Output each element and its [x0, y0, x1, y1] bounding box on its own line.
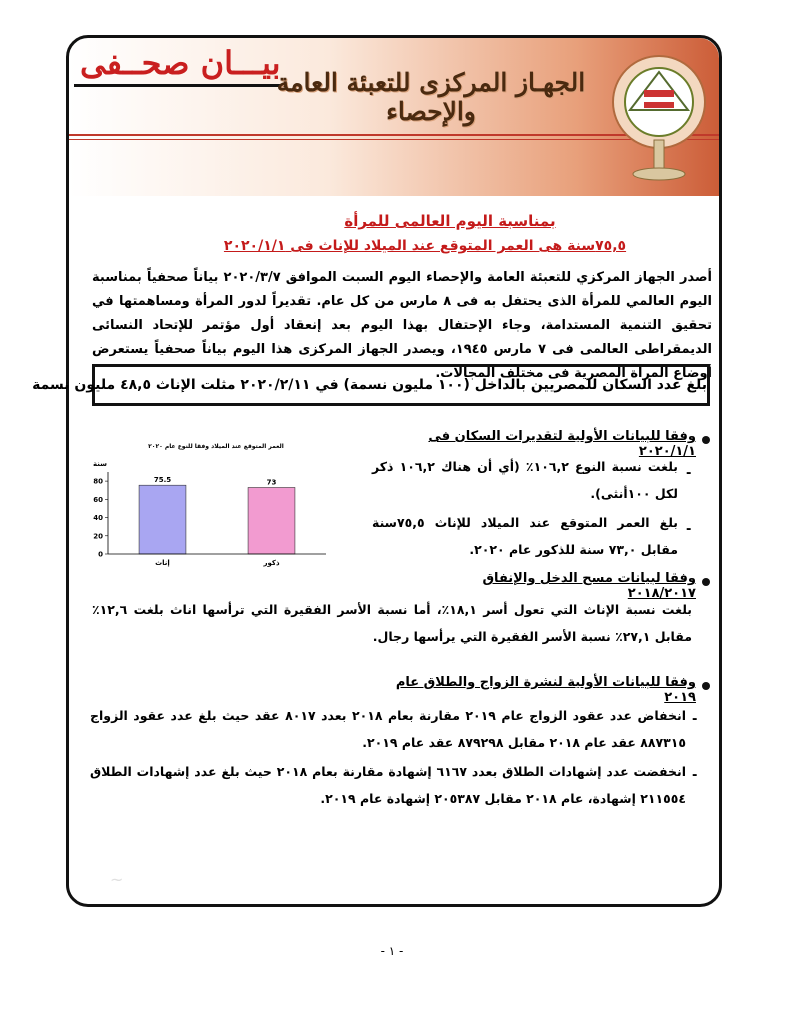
y-tick-label: 20: [93, 532, 103, 541]
dash-icon: -: [686, 522, 692, 537]
bar-value-label: 73: [266, 478, 277, 487]
section1-heading: وفقا للبيانات الأولية لتقديرات السكان فى ٢٠٢٠/١/١: [428, 429, 696, 459]
dash-icon: -: [692, 768, 698, 783]
title-headline: ٧٥,٥سنة هى العمر المتوقع عند الميلاد للإناث فى ٢٠٢٠/١/١: [223, 238, 627, 254]
intro-paragraph: أصدر الجهاز المركزي للتعبئة العامة والإحصاء اليوم السبت الموافق ٢٠٢٠/٣/٧ بياناً صحفياً بمناسبة اليوم العالمي للمرأة الذى يحتفل به فى ٨ مارس من كل عام. تقديراً لدور المرأة ومساهمتها في تحقيق التنمية المستدامة، وجاء الإحتفال بهذا اليوم بعد إنعقاد أول مؤتمر للإتحاد النسائى الديمقراطى العالمى فى ٧ مارس ١٩٤٥، ويصدر الجهاز المركزى هذا اليوم بياناً صحفياً يستعرض أوضاع المرأة المصرية فى مختلف المجالات.: [92, 270, 712, 381]
section3-heading: وفقا للبيانات الأولية لنشرة الزواج والطلاق عام ٢٠١٩: [395, 675, 696, 705]
dash-icon: -: [692, 712, 698, 727]
y-tick-label: 60: [93, 495, 103, 504]
population-highlight-box: بلغ عدد السكان للمصريين بالداخل (١٠٠ مليون نسمة) في ٢٠٢٠/٢/١١ مثلت الإناث ٤٨,٥ مليون نسمة: [92, 364, 710, 406]
section1-item1: بلغت نسبة النوع ١٠٦,٢٪ (أي أن هناك ١٠٦,٢ ذكر لكل ١٠٠أنثى).: [372, 459, 678, 501]
press-release-label: بيـــان صحــفى: [74, 44, 287, 87]
page-number: - ١ -: [380, 944, 404, 958]
life-expectancy-chart: [86, 440, 332, 580]
agency-name: الجهـاز المركزى للتعبئة العامة والإحصاء: [276, 68, 586, 126]
section3-item2: انخفضت عدد إشهادات الطلاق بعدد ٦١٦٧ إشهادة مقارنة بعام ٢٠١٨ حيث بلغ عدد إشهادات الطلاق ٢١١٥٥٤ إشهادة، عام ٢٠١٨ مقابل ٢٠٥٣٨٧ إشهادة عام ٢٠١٩.: [90, 764, 686, 806]
y-tick-label: 40: [93, 514, 103, 523]
bar-male: [248, 487, 295, 554]
x-category-label: إناث: [155, 559, 170, 567]
y-axis-label: سنة: [93, 460, 107, 468]
y-tick-label: 80: [93, 477, 103, 486]
bar-female: [139, 485, 186, 554]
y-tick-label: 0: [98, 550, 103, 559]
section3-item1: انخفاض عدد عقود الزواج عام ٢٠١٩ مقارنة بعام ٢٠١٨ بعدد ٨٠١٧ عقد حيث بلغ عدد عقود الزواج ٨٨٧٣١٥ عقد عام ٢٠١٨ مقابل ٨٧٩٢٩٨ عقد عام ٢٠١٩.: [90, 708, 686, 750]
title-occasion: بمناسبة اليوم العالمى للمرأة: [344, 212, 556, 230]
dash-icon: -: [686, 466, 692, 481]
bullet-icon: [702, 682, 710, 690]
x-category-label: ذكور: [263, 559, 280, 567]
bar-value-label: 75.5: [153, 476, 172, 485]
section2-text: بلغت نسبة الإناث التي تعول أسر ١٨,١٪، أما نسبة الأسر الفقيرة التي ترأسها اناث بلغت ١٢,٦٪ مقابل ٢٧,١٪ نسبة الأسر الفقيرة التي يرأسها رجال.: [92, 602, 692, 644]
section2-heading: وفقا لبيانات مسح الدخل والإنفاق ٢٠١٨/٢٠١٧: [482, 571, 696, 601]
chart-title: العمر المتوقع عند الميلاد وفقا للنوع عام ٢٠٢٠: [148, 443, 284, 450]
faint-watermark: ~: [110, 870, 124, 889]
bullet-icon: [702, 436, 710, 444]
section1-item2: بلغ العمر المتوقع عند الميلاد للإناث ٧٥,٥سنة مقابل ٧٣,٠ سنة للذكور عام ٢٠٢٠.: [372, 515, 678, 557]
bullet-icon: [702, 578, 710, 586]
